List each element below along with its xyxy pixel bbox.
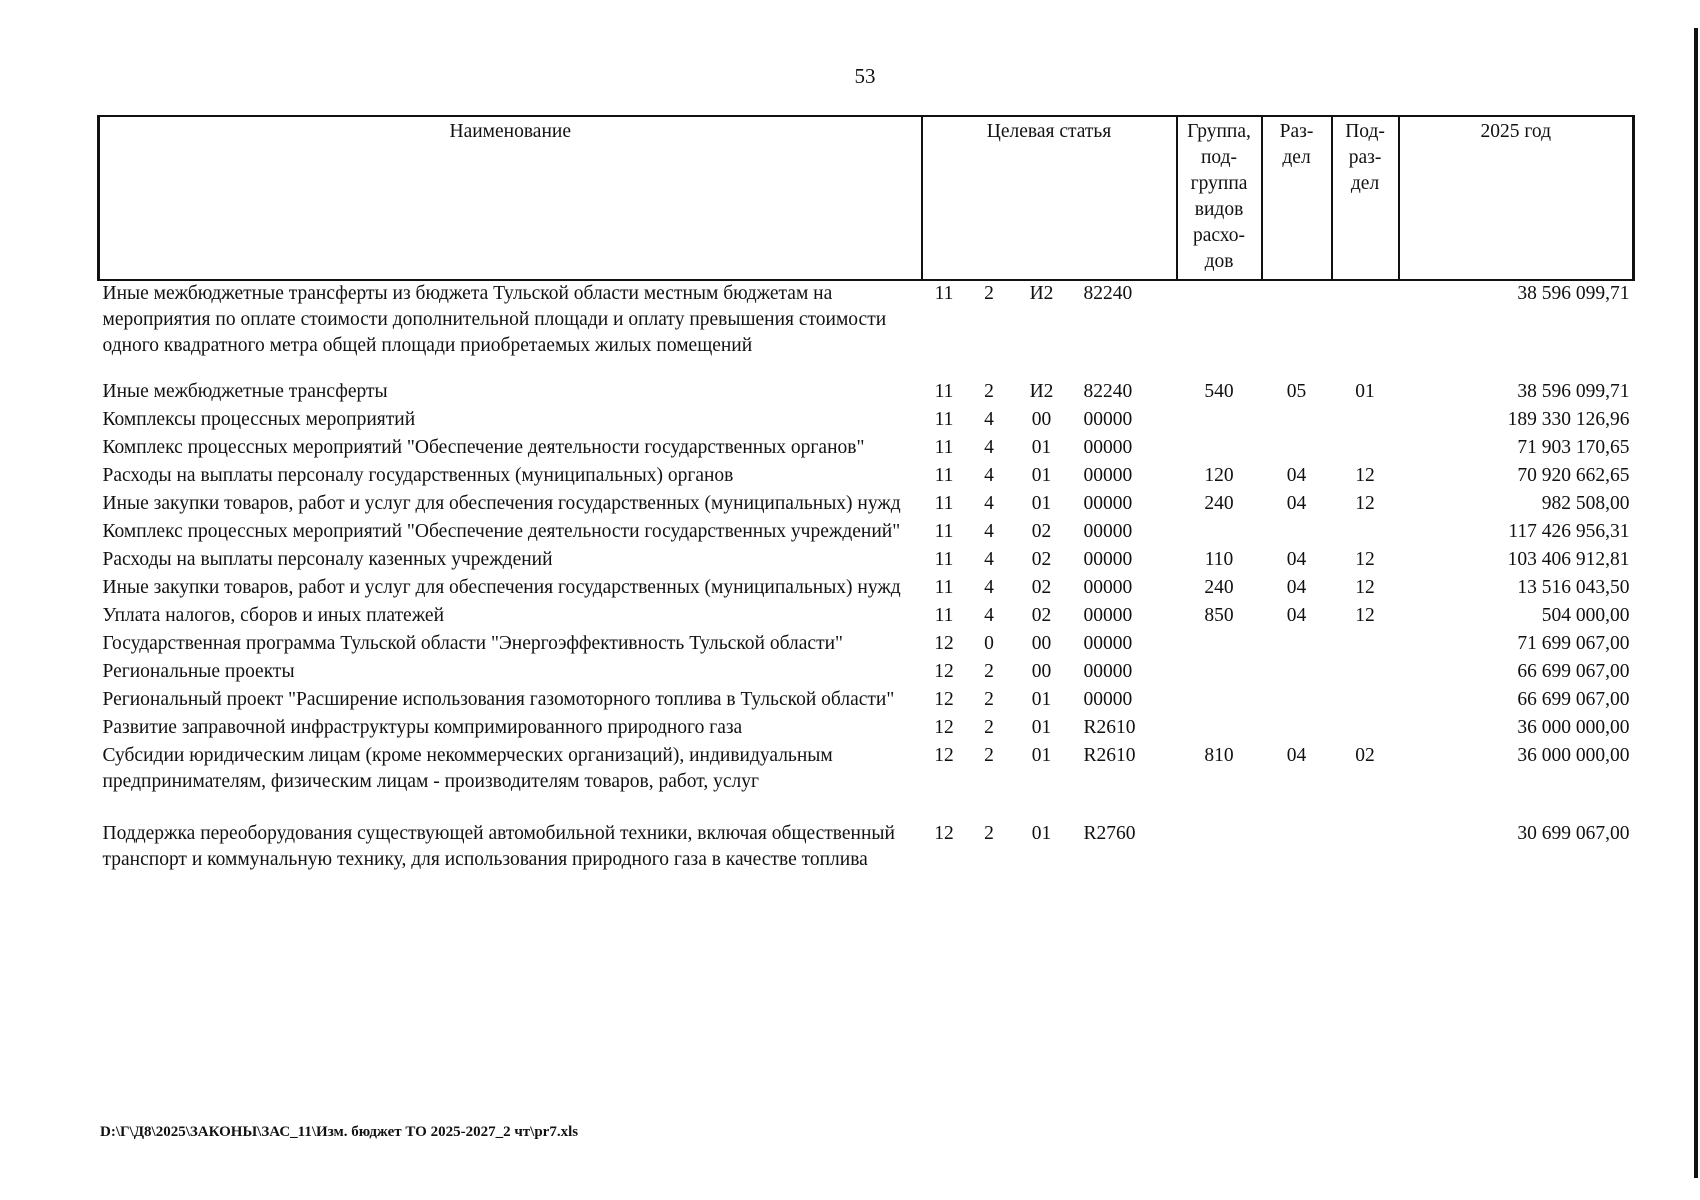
header-year: 2025 год [1399, 116, 1634, 280]
row-name: Иные закупки товаров, работ и услуг для обеспечения государственных (муниципальных) нужд [102, 577, 901, 598]
row-name: Государственная программа Тульской области "Энергоэффективность Тульской области" [102, 633, 844, 654]
target-article-direction: 00000 [1083, 605, 1133, 626]
scan-edge-line [1694, 28, 1698, 1178]
target-article-direction: 00000 [1083, 689, 1133, 710]
table-row [99, 715, 1634, 743]
table-row [99, 435, 1634, 463]
subsection-code [1332, 715, 1399, 743]
target-article-direction: R2610 [1083, 717, 1136, 738]
expense-group: 540 [1204, 381, 1234, 402]
amount-2025: 66 699 067,00 [1517, 661, 1630, 682]
table-row [99, 743, 1634, 821]
amount-2025: 36 000 000,00 [1517, 745, 1630, 766]
target-article-direction: 82240 [1083, 283, 1133, 304]
amount-2025: 982 508,00 [1541, 493, 1630, 514]
subsection-code [1332, 280, 1399, 379]
target-article-subprogram: 02 [1031, 605, 1052, 626]
section-code [1262, 519, 1332, 547]
subsection-code [1332, 631, 1399, 659]
target-article-type: 2 [984, 283, 994, 304]
target-article-subprogram: 01 [1031, 745, 1052, 766]
expense-group: 240 [1204, 493, 1234, 514]
section-code [1262, 435, 1332, 463]
expense-group: 240 [1204, 577, 1234, 598]
target-article-subprogram: 01 [1031, 689, 1052, 710]
table-row [99, 407, 1634, 435]
target-article-direction: 00000 [1083, 409, 1133, 430]
row-name: Комплексы процессных мероприятий [102, 409, 416, 430]
amount-2025: 71 699 067,00 [1517, 633, 1630, 654]
amount-2025: 13 516 043,50 [1517, 577, 1630, 598]
subsection-code: 12 [1355, 549, 1375, 570]
section-code [1262, 280, 1332, 379]
target-article-subprogram: 01 [1031, 465, 1052, 486]
amount-2025: 38 596 099,71 [1517, 381, 1630, 402]
expense-group [1177, 659, 1262, 687]
subsection-code [1332, 519, 1399, 547]
table-row [99, 821, 1634, 875]
header-subsection: Под- раз- дел [1332, 116, 1399, 280]
subsection-code: 12 [1355, 605, 1375, 626]
target-article-subprogram: 02 [1031, 549, 1052, 570]
target-article-direction: 00000 [1083, 661, 1133, 682]
target-article-program: 11 [934, 493, 954, 514]
target-article-subprogram: И2 [1029, 381, 1054, 402]
header-target-article: Целевая статья [922, 116, 1177, 280]
amount-2025: 66 699 067,00 [1517, 689, 1630, 710]
expense-group: 810 [1204, 745, 1234, 766]
target-article-subprogram: И2 [1029, 283, 1054, 304]
table-row [99, 631, 1634, 659]
expense-group: 850 [1204, 605, 1234, 626]
row-name: Иные межбюджетные трансферты из бюджета Тульской области местным бюджетам на мероприятия по оплате стоимости дополнительной площади и оплату превышения стоимости одного квадратного метра общей площади приобретаемых жилых помещений [102, 283, 887, 356]
expense-group [1177, 715, 1262, 743]
subsection-code: 12 [1355, 493, 1375, 514]
amount-2025: 189 330 126,96 [1507, 409, 1630, 430]
amount-2025: 504 000,00 [1541, 605, 1630, 626]
target-article-type: 4 [984, 437, 994, 458]
table-row [99, 463, 1634, 491]
section-code [1262, 407, 1332, 435]
row-name: Комплекс процессных мероприятий "Обеспечение деятельности государственных органов" [102, 437, 865, 458]
amount-2025: 117 426 956,31 [1508, 521, 1630, 542]
target-article-type: 4 [984, 465, 994, 486]
target-article-direction: R2610 [1083, 745, 1136, 766]
expense-group [1177, 407, 1262, 435]
row-name: Расходы на выплаты персоналу государственных (муниципальных) органов [102, 465, 734, 486]
row-name: Иные закупки товаров, работ и услуг для обеспечения государственных (муниципальных) нужд [102, 493, 901, 514]
row-name: Региональный проект "Расширение использования газомоторного топлива в Тульской области" [102, 689, 895, 710]
target-article-direction: 00000 [1083, 465, 1133, 486]
subsection-code [1332, 407, 1399, 435]
row-name: Субсидии юридическим лицам (кроме некоммерческих организаций), индивидуальным предпринимателям, физическим лицам - производителям товаров, работ, услуг [102, 745, 833, 792]
section-code: 04 [1286, 605, 1307, 626]
row-name: Расходы на выплаты персоналу казенных учреждений [102, 549, 553, 570]
amount-2025: 70 920 662,65 [1517, 465, 1630, 486]
target-article-program: 11 [934, 577, 954, 598]
amount-2025: 38 596 099,71 [1517, 283, 1630, 304]
target-article-type: 2 [984, 745, 994, 766]
target-article-program: 12 [934, 689, 954, 710]
target-article-program: 11 [934, 521, 954, 542]
target-article-program: 11 [934, 409, 954, 430]
table-row [99, 280, 1634, 379]
target-article-type: 4 [984, 577, 994, 598]
section-code [1262, 715, 1332, 743]
header-group: Группа, под- группа видов расхо- дов [1177, 116, 1262, 280]
row-name: Региональные проекты [102, 661, 295, 682]
table-body [99, 280, 1634, 875]
row-name: Развитие заправочной инфраструктуры компримированного природного газа [102, 717, 743, 738]
target-article-program: 11 [934, 465, 954, 486]
section-code [1262, 631, 1332, 659]
subsection-code: 01 [1355, 381, 1375, 402]
target-article-program: 11 [934, 605, 954, 626]
section-code: 04 [1286, 745, 1307, 766]
target-article-direction: 00000 [1083, 633, 1133, 654]
target-article-subprogram: 01 [1031, 493, 1052, 514]
expense-group [1177, 687, 1262, 715]
section-code: 04 [1286, 465, 1307, 486]
subsection-code: 12 [1355, 577, 1375, 598]
target-article-type: 4 [984, 409, 994, 430]
table-row [99, 519, 1634, 547]
amount-2025: 71 903 170,65 [1517, 437, 1630, 458]
section-code [1262, 687, 1332, 715]
section-code [1262, 659, 1332, 687]
target-article-subprogram: 01 [1031, 823, 1052, 844]
row-name: Поддержка переоборудования существующей автомобильной техники, включая общественный транспорт и коммунальную технику, для использования природного газа в качестве топлива [102, 823, 895, 870]
target-article-type: 0 [984, 633, 994, 654]
target-article-program: 11 [934, 549, 954, 570]
subsection-code [1332, 821, 1399, 875]
target-article-type: 2 [984, 661, 994, 682]
target-article-direction: 00000 [1083, 437, 1133, 458]
target-article-direction: 00000 [1083, 549, 1133, 570]
expense-group [1177, 631, 1262, 659]
target-article-type: 2 [984, 823, 994, 844]
target-article-direction: R2760 [1083, 823, 1136, 844]
target-article-direction: 82240 [1083, 381, 1133, 402]
row-name: Комплекс процессных мероприятий "Обеспечение деятельности государственных учреждений" [102, 521, 901, 542]
expense-group [1177, 821, 1262, 875]
target-article-subprogram: 02 [1031, 577, 1052, 598]
header-section: Раз- дел [1262, 116, 1332, 280]
target-article-subprogram: 00 [1031, 633, 1052, 654]
target-article-type: 2 [984, 689, 994, 710]
table-row [99, 575, 1634, 603]
target-article-program: 12 [934, 661, 954, 682]
section-code: 04 [1286, 493, 1307, 514]
target-article-program: 12 [934, 745, 954, 766]
target-article-type: 2 [984, 381, 994, 402]
expense-group [1177, 435, 1262, 463]
budget-table [97, 115, 1635, 875]
target-article-program: 11 [934, 381, 954, 402]
amount-2025: 30 699 067,00 [1517, 823, 1630, 844]
target-article-type: 2 [984, 717, 994, 738]
section-code: 04 [1286, 577, 1307, 598]
table-row [99, 659, 1634, 687]
table-row [99, 687, 1634, 715]
expense-group [1177, 519, 1262, 547]
target-article-subprogram: 01 [1031, 717, 1052, 738]
row-name: Уплата налогов, сборов и иных платежей [102, 605, 445, 626]
section-code: 05 [1286, 381, 1307, 402]
target-article-program: 11 [934, 283, 954, 304]
target-article-subprogram: 02 [1031, 521, 1052, 542]
table-row [99, 379, 1634, 407]
page-number: 53 [854, 64, 876, 88]
target-article-program: 12 [934, 717, 954, 738]
target-article-program: 11 [934, 437, 954, 458]
table-row [99, 491, 1634, 519]
target-article-type: 4 [984, 549, 994, 570]
target-article-direction: 00000 [1083, 493, 1133, 514]
target-article-subprogram: 00 [1031, 409, 1052, 430]
subsection-code: 12 [1355, 465, 1375, 486]
subsection-code [1332, 659, 1399, 687]
expense-group: 110 [1204, 549, 1234, 570]
row-name: Иные межбюджетные трансферты [102, 381, 388, 402]
target-article-program: 12 [934, 633, 954, 654]
target-article-program: 12 [934, 823, 954, 844]
header-row [99, 116, 1634, 280]
target-article-direction: 00000 [1083, 521, 1133, 542]
table-row [99, 603, 1634, 631]
target-article-subprogram: 01 [1031, 437, 1052, 458]
amount-2025: 36 000 000,00 [1517, 717, 1630, 738]
file-path: D:\Г\Д8\2025\ЗАКОНЫ\ЗАС_11\Изм. бюджет ТО 2025-2027_2 чт\pr7.xls [100, 1124, 579, 1140]
target-article-type: 4 [984, 521, 994, 542]
table-header [99, 116, 1634, 280]
expense-group [1177, 280, 1262, 379]
target-article-type: 4 [984, 493, 994, 514]
amount-2025: 103 406 912,81 [1507, 549, 1630, 570]
subsection-code: 02 [1355, 745, 1375, 766]
target-article-type: 4 [984, 605, 994, 626]
target-article-subprogram: 00 [1031, 661, 1052, 682]
table-row [99, 547, 1634, 575]
header-name: Наименование [99, 116, 922, 280]
section-code [1262, 821, 1332, 875]
expense-group: 120 [1204, 465, 1234, 486]
subsection-code [1332, 687, 1399, 715]
target-article-direction: 00000 [1083, 577, 1133, 598]
subsection-code [1332, 435, 1399, 463]
section-code: 04 [1286, 549, 1307, 570]
